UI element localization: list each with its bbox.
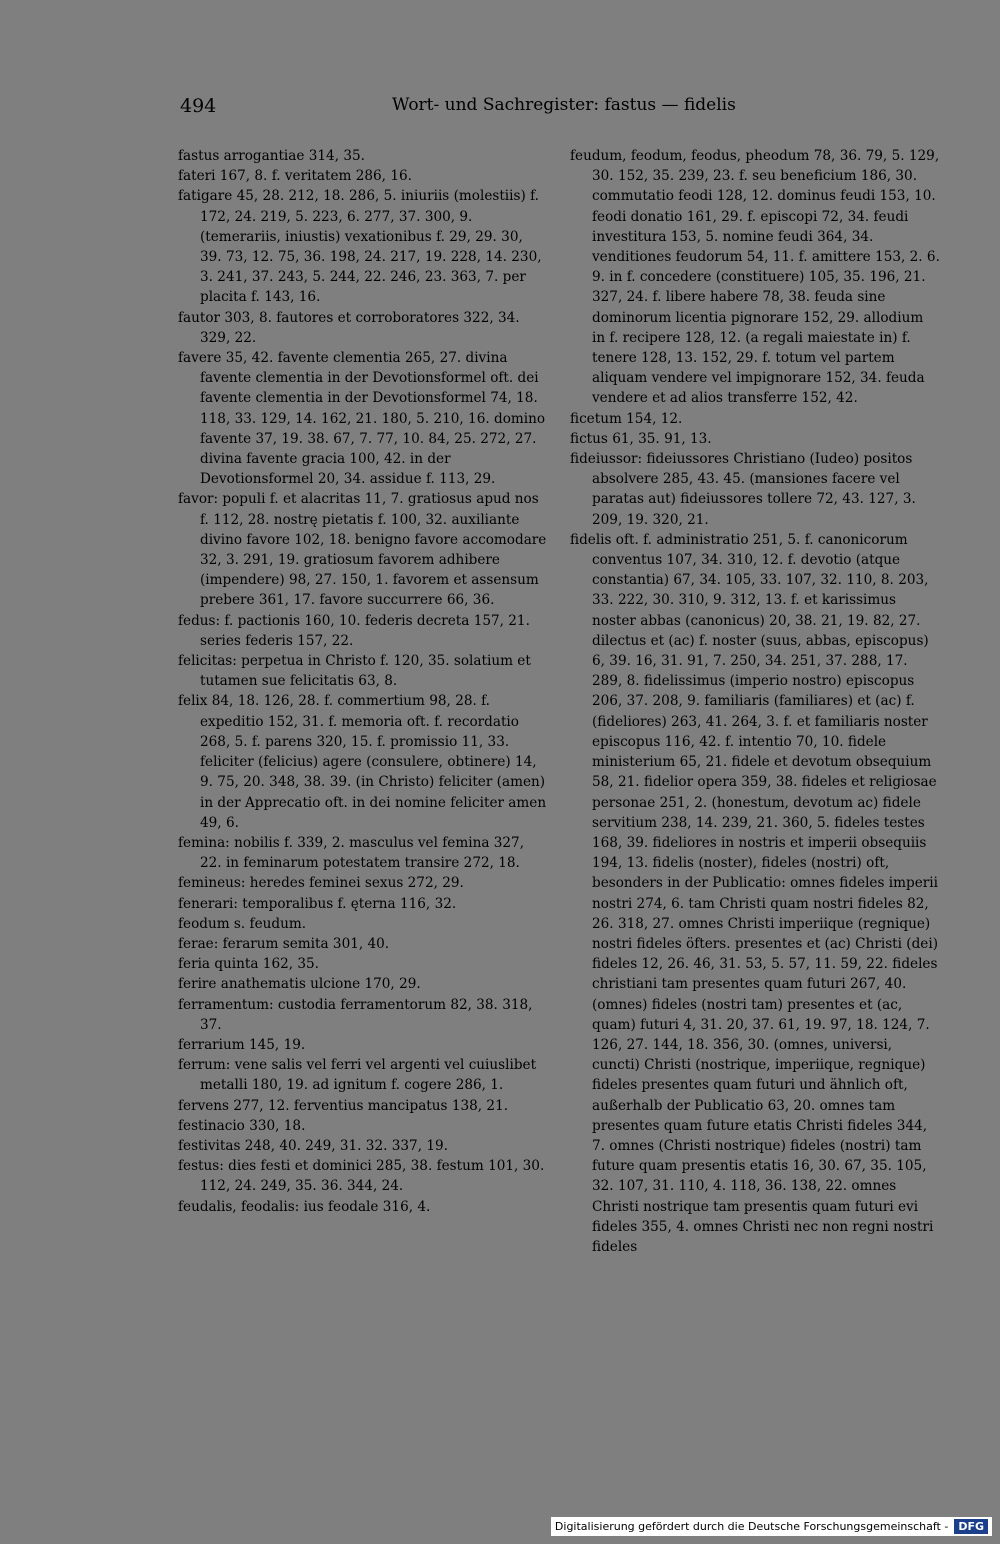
dfg-logo: DFG [954,1519,988,1534]
running-title: Wort- und Sachregister: fastus — fidelis [392,95,736,115]
index-entry: ferramentum: custodia ferramentorum 82, 38. 318, 37. [178,996,533,1033]
index-entry: festinacio 330, 18. [178,1117,306,1134]
index-entry: fervens 277, 12. ferventius mancipatus 138, 21. [178,1097,509,1114]
index-entry: femina: nobilis f. 339, 2. masculus vel femina 327, 22. in feminarum potestatem transire 272, 18. [178,834,525,872]
index-entry: favere 35, 42. favente clementia 265, 27. divina favente clementia in der Devotionsformel oft. dei favente clementia in der Devotionsformel 74, 18. 118, 33. 129, 14. 162, 21. 180, 5. 210, 16. domino favente 37, 19. 38. 67, 7. 77, 10. 84, 25. 272, 27. divina favente gracia 100, 42. in der Devotionsformel 20, 34. assidue f. 113, 29. [178,350,546,488]
right-column [570,146,940,1257]
index-entry: fictus 61, 35. 91, 13. [570,430,712,447]
index-entry: fastus arrogantiae 314, 35. [178,148,365,164]
index-entry: feria quinta 162, 35. [178,956,320,973]
index-entry: felicitas: perpetua in Christo f. 120, 35. solatium et tutamen sue felicitatis 63, 8. [178,653,531,690]
index-entry: fatigare 45, 28. 212, 18. 286, 5. iniuriis (molestiis) f. 172, 24. 219, 5. 223, 6. 277, 37. 300, 9. (temerariis, iniustis) vexationibus f. 29, 29. 30, 39. 73, 12. 75, 36. 198, 24. 217, 19. 228, 14. 230, 3. 241, 37. 243, 5. 244, 22. 246, 23. 363, 7. per placita f. 143, 16. [178,188,542,306]
index-entry: fideiussor: fideiussores Christiano (Iudeo) positos absolvere 285, 43. 45. (mansiones facere vel paratas aut) fideiussores tollere 72, 43. 127, 3. 209, 19. 320, 21. [570,451,916,528]
index-entry: femineus: heredes feminei sexus 272, 29. [178,875,464,892]
index-entry: fautor 303, 8. fautores et corroboratores 322, 34. 329, 22. [178,309,520,346]
index-entry: festus: dies festi et dominici 285, 38. festum 101, 30. 112, 24. 249, 35. 36. 344, 24. [178,1158,545,1195]
index-entry: fateri 167, 8. f. veritatem 286, 16. [178,168,412,185]
index-entry: ficetum 154, 12. [570,410,683,427]
index-entry: ferrum: vene salis vel ferri vel argenti vel cuiuslibet metalli 180, 19. ad ignitum f. cogere 286, 1. [178,1057,537,1094]
page-header [180,95,745,119]
footer-credit [551,1517,992,1536]
index-entry: fedus: f. pactionis 160, 10. federis decreta 157, 21. series federis 157, 22. [178,612,530,649]
index-entry: festivitas 248, 40. 249, 31. 32. 337, 19. [178,1137,448,1154]
index-entry: feudum, feodum, feodus, pheodum 78, 36. 79, 5. 129, 30. 152, 35. 239, 23. f. seu beneficium 186, 30. commutatio feodi 128, 12. dominus feudi 153, 10. feodi donatio 161, 29. f. episcopi 72, 34. feudi investitura 153, 5. nomine feudi 364, 34. venditiones feudorum 54, 11. f. amittere 153, 2. 6. 9. in f. concedere (constituere) 105, 35. 196, 21. 327, 24. f. libere habere 78, 38. feuda sine dominorum licentia pignorare 152, 29. allodium in f. recipere 128, 12. (a regali maiestate in) f. tenere 128, 13. 152, 29. f. totum vel partem aliquam vendere vel impignorare 152, 34. feuda vendere et ad alios transferre 152, 42. [570,148,940,407]
left-column [178,146,548,1217]
index-entry: ferae: ferarum semita 301, 40. [178,935,390,952]
index-entry: feudalis, feodalis: ius feodale 316, 4. [178,1198,431,1215]
index-entry: ferire anathematis ulcione 170, 29. [178,976,421,993]
index-entry: ferrarium 145, 19. [178,1036,306,1053]
index-entry: fenerari: temporalibus f. ęterna 116, 32. [178,895,457,912]
index-entry: favor: populi f. et alacritas 11, 7. gratiosus apud nos f. 112, 28. nostrę pietatis f. 100, 32. auxiliante divino favore 102, 18. benigno favore accomodare 32, 3. 291, 19. gratiosum favorem adhibere (impendere) 98, 27. 150, 1. favorem et assensum prebere 361, 17. favore succurrere 66, 36. [178,491,547,609]
page-number: 494 [180,95,217,117]
index-entry: feodum s. feudum. [178,915,307,932]
footer-text: Digitalisierung gefördert durch die Deutsche Forschungsgemeinschaft - [554,1520,949,1533]
index-entry: felix 84, 18. 126, 28. f. commertium 98, 28. f. expeditio 152, 31. f. memoria oft. f. recordatio 268, 5. f. parens 320, 15. f. promissio 11, 33. feliciter (felicius) agere (consulere, obtinere) 14, 9. 75, 20. 348, 38. 39. (in Christo) feliciter (amen) in der Apprecatio oft. in dei nomine feliciter amen 49, 6. [178,693,547,831]
index-entry: fidelis oft. f. administratio 251, 5. f. canonicorum conventus 107, 34. 310, 12. f. devotio (atque constantia) 67, 34. 105, 33. 107, 32. 110, 8. 203, 33. 222, 30. 310, 9. 312, 13. f. et karissimus noster abbas (canonicus) 20, 38. 21, 19. 82, 27. dilectus et (ac) f. noster (suus, abbas, episcopus) 6, 39. 16, 31. 91, 7. 250, 34. 251, 37. 288, 17. 289, 8. fidelissimus (imperio nostro) episcopus 206, 37. 208, 9. familiaris (familiares) et (ac) f. (fideliores) 263, 41. 264, 3. f. et familiaris noster episcopus 116, 42. f. intentio 70, 10. fidele ministerium 65, 21. fidele et devotum obsequium 58, 21. fidelior opera 359, 38. fideles et religiosae personae 251, 2. (honestum, devotum ac) fidele servitium 238, 14. 239, 21. 360, 5. fideles testes 168, 39. fideliores in nostris et imperii obsequiis 194, 13. fidelis (noster), fideles (nostri) oft, besonders in der Publicatio: omnes fideles imperii nostri 274, 6. tam Christi quam nostri fideles 82, 26. 318, 27. omnes Christi imperiique (regnique) nostri fideles öfters. presentes et (ac) Christi (dei) fideles 12, 26. 46, 31. 53, 5. 57, 11. 59, 22. fideles christiani tam presentes quam futuri 267, 40. (omnes) fideles (nostri tam) presentes et (ac, quam) futuri 4, 31. 20, 37. 61, 19. 97, 18. 124, 7. 126, 27. 144, 18. 356, 30. (omnes, universi, cuncti) Christi (nostrique, imperiique, regnique) fideles presentes quam futuri und ähnlich oft, außerhalb der Publicatio 63, 20. omnes tam presentes quam future etatis Christi fideles 344, 7. omnes (Christi nostrique) fideles (nostri) tam future quam presentis etatis 16, 30. 67, 35. 105, 32. 107, 31. 110, 4. 118, 36. 138, 22. omnes Christi nostrique tam presentis quam futuri evi fideles 355, 4. omnes Christi nec non regni nostri fideles [570,531,938,1255]
